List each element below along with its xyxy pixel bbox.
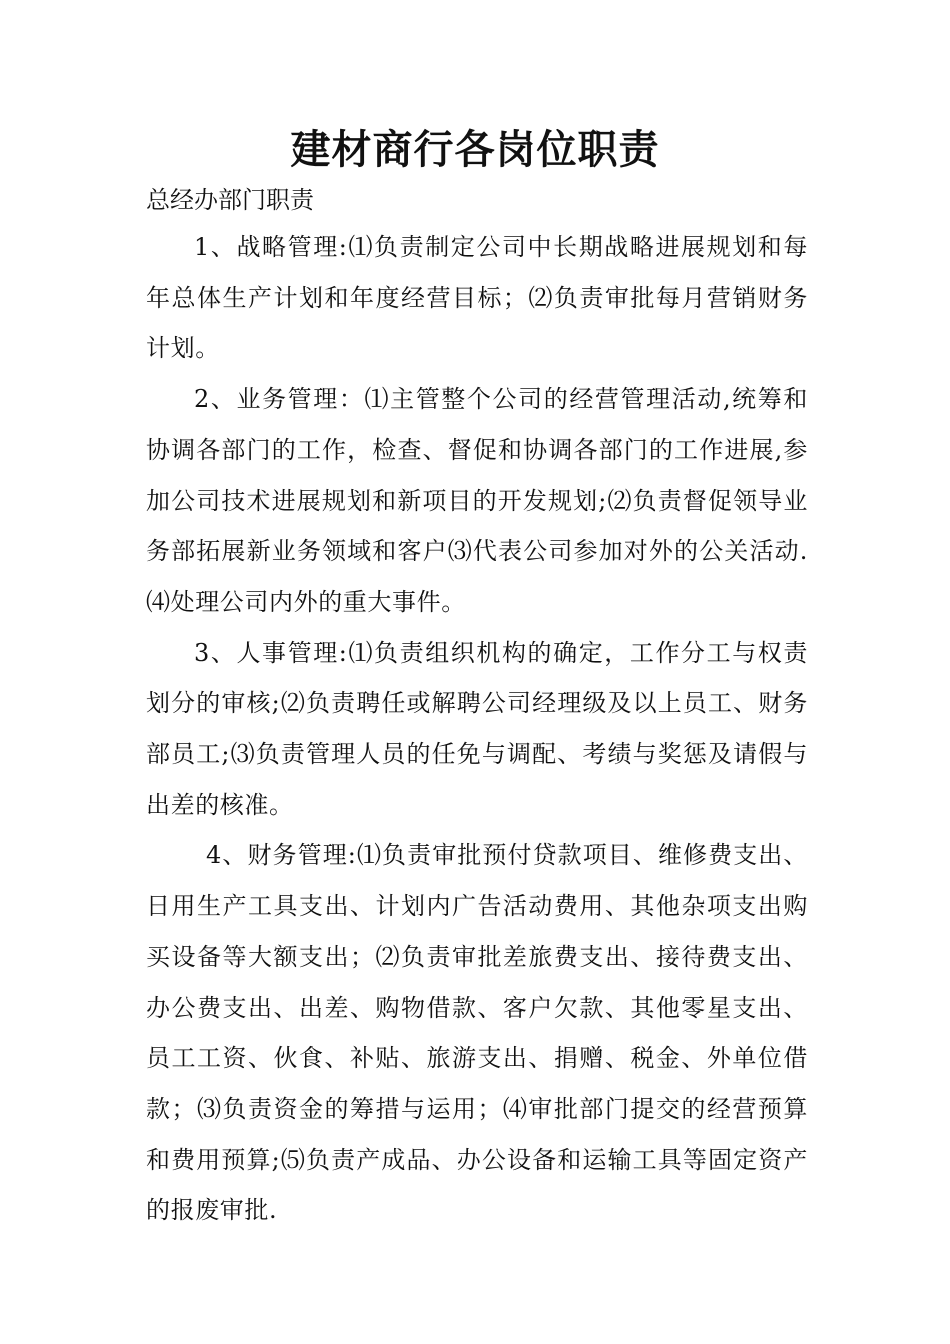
paragraph-finance-management: 4、财务管理:⑴负责审批预付贷款项目、维修费支出、日用生产工具支出、计划内广告活动费用、其他杂项支出购买设备等大额支出；⑵负责审批差旅费支出、接待费支出、办公费支出、出差、购物借款、客户欠款、其他零星支出、员工工资、伙食、补贴、旅游支出、捐赠、税金、外单位借款；⑶负责资金的筹措与运用；⑷审批部门提交的经营预算和费用预算;⑸负责产成品、办公设备和运输工具等固定资产的报废审批. [146, 841, 808, 1225]
document-title: 建材商行各岗位职责 [290, 126, 660, 173]
paragraph-business-management: 2、业务管理：⑴主管整个公司的经营管理活动,统筹和协调各部门的工作，检查、督促和协调各部门的工作进展,参加公司技术进展规划和新项目的开发规划;⑵负责督促领导业务部拓展新业务领域和客户⑶代表公司参加对外的公关活动.⑷处理公司内外的重大事件。 [146, 385, 808, 616]
paragraph-strategy-management: 1、战略管理:⑴负责制定公司中长期战略进展规划和每年总体生产计划和年度经营目标；⑵负责审批每月营销财务计划。 [146, 233, 808, 363]
document-body [146, 178, 808, 1236]
section-heading: 总经办部门职责 [146, 186, 314, 214]
paragraph-personnel-management: 3、人事管理:⑴负责组织机构的确定，工作分工与权责划分的审核;⑵负责聘任或解聘公司经理级及以上员工、财务部员工;⑶负责管理人员的任免与调配、考绩与奖惩及请假与出差的核准。 [146, 638, 808, 819]
